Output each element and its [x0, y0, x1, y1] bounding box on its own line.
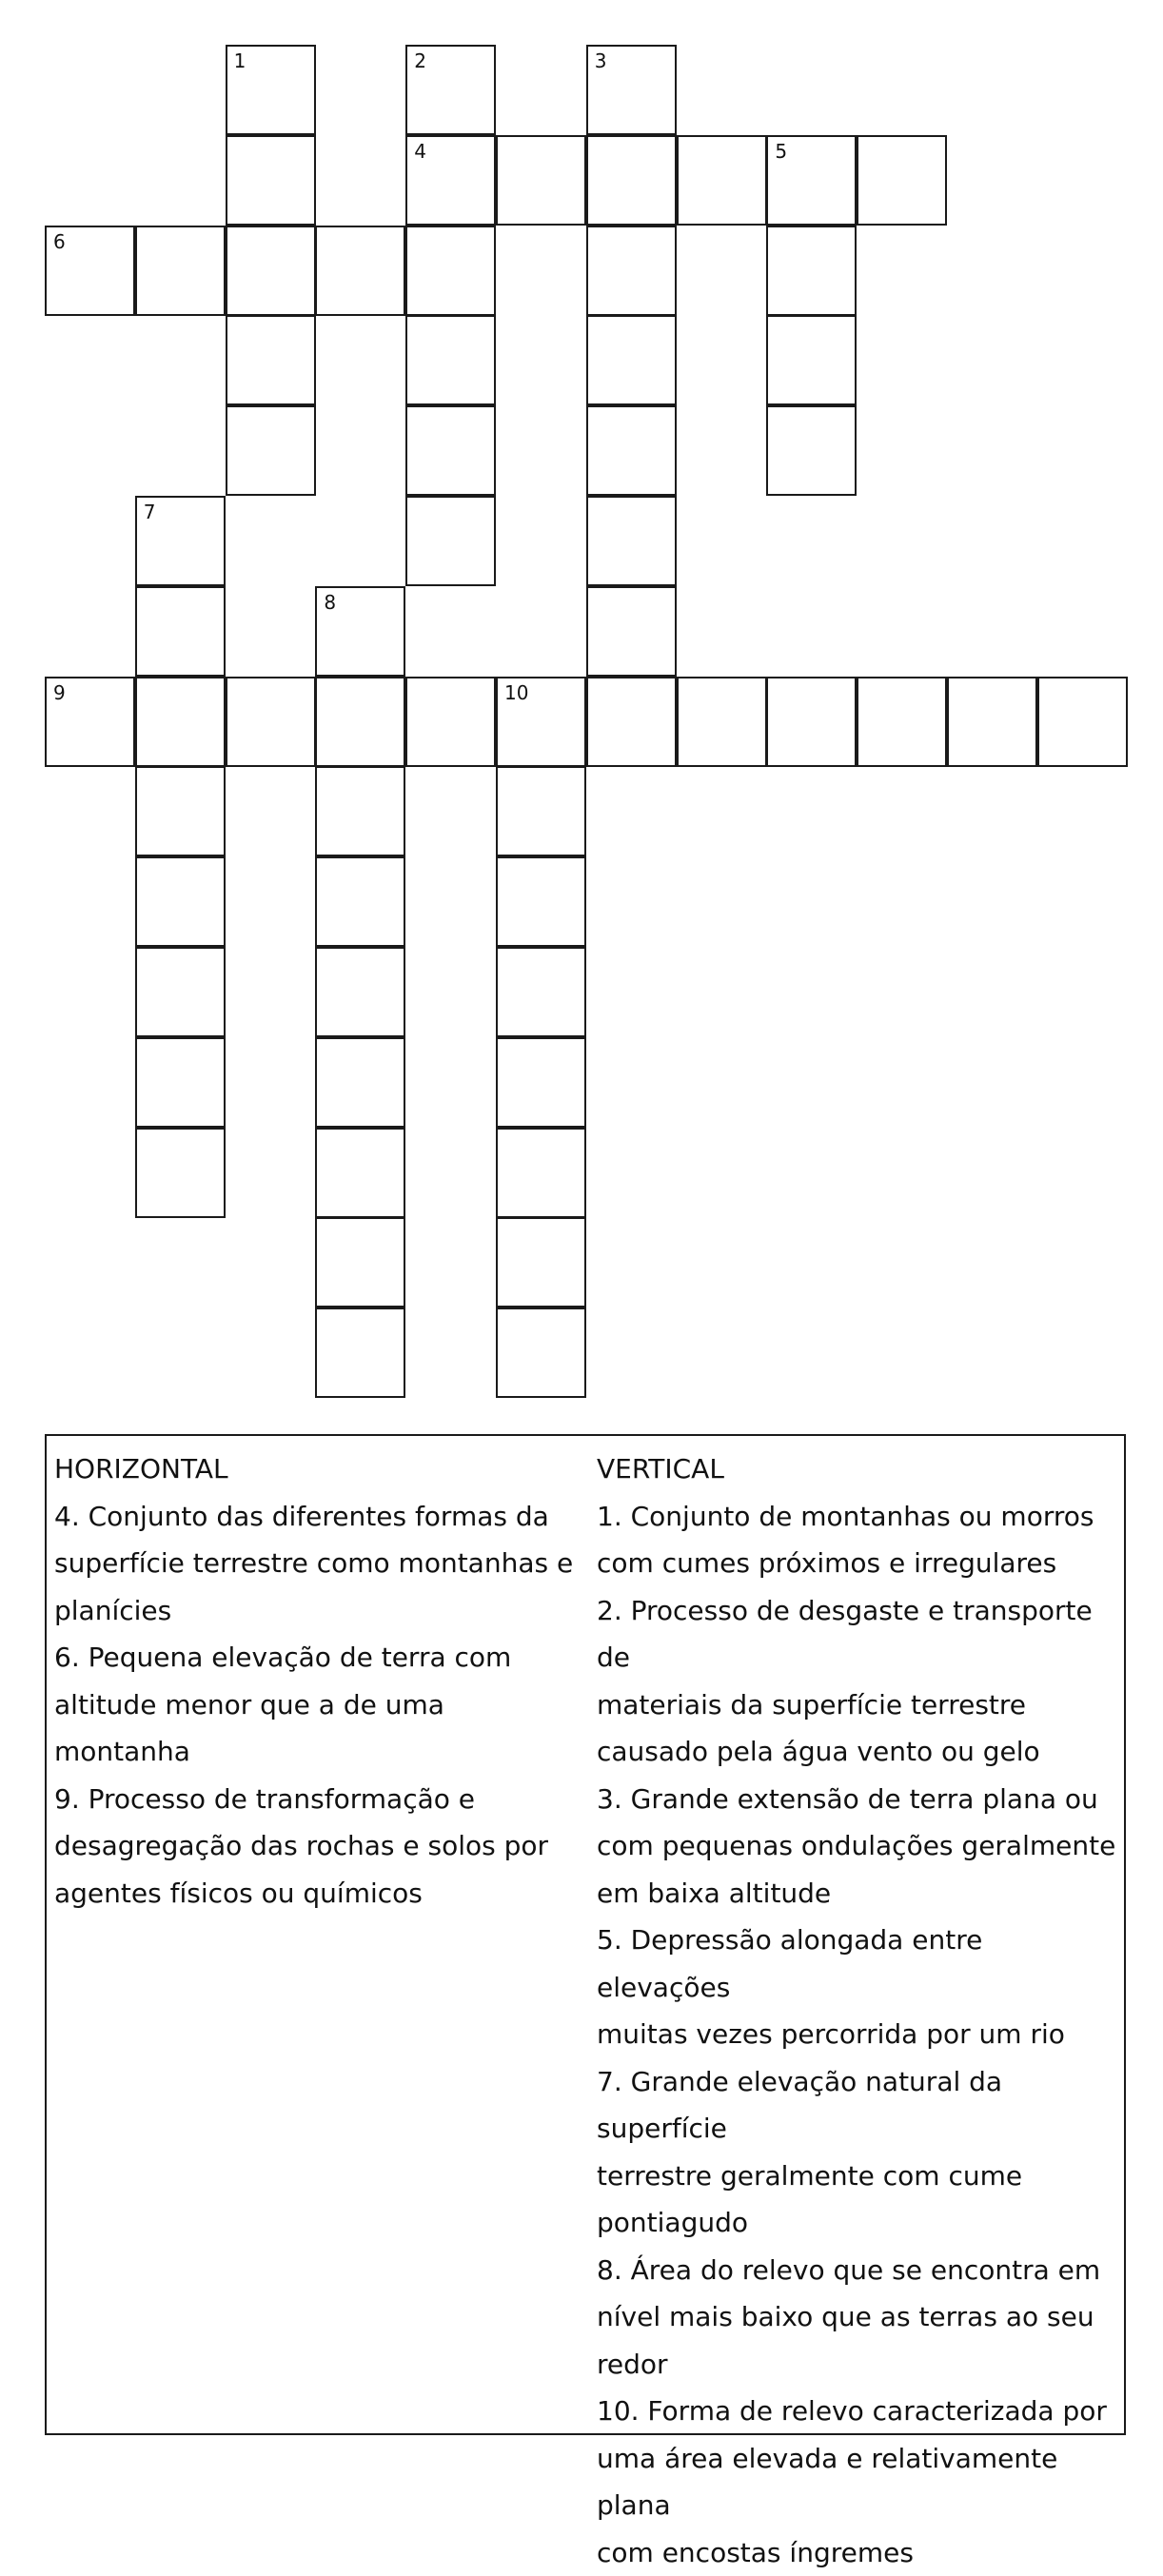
horizontal-clue-line: agentes físicos ou químicos — [54, 1870, 587, 1917]
crossword-cell[interactable] — [857, 677, 947, 767]
vertical-clue-line: 8. Área do relevo que se encontra em — [597, 2247, 1122, 2294]
crossword-cell[interactable] — [315, 947, 405, 1037]
vertical-heading: VERTICAL — [597, 1445, 1122, 1493]
crossword-cell[interactable] — [496, 677, 586, 767]
crossword-cell[interactable] — [586, 45, 677, 135]
crossword-cell[interactable] — [766, 226, 857, 316]
vertical-clue-line: 7. Grande elevação natural da superfície — [597, 2058, 1122, 2153]
crossword-cell[interactable] — [315, 226, 405, 316]
crossword-cell[interactable] — [947, 677, 1037, 767]
cell-number: 7 — [144, 501, 156, 522]
crossword-cell[interactable] — [586, 135, 677, 226]
horizontal-heading: HORIZONTAL — [54, 1445, 587, 1493]
crossword-cell[interactable] — [586, 405, 677, 496]
vertical-clue-line: com cumes próximos e irregulares — [597, 1540, 1122, 1587]
vertical-clue-line: 3. Grande extensão de terra plana ou — [597, 1776, 1122, 1823]
crossword-cell[interactable] — [315, 1037, 405, 1128]
crossword-cell[interactable] — [135, 496, 226, 586]
crossword-cell[interactable] — [135, 766, 226, 856]
crossword-cell[interactable] — [496, 135, 586, 226]
crossword-cell[interactable] — [766, 135, 857, 226]
crossword-cell[interactable] — [766, 677, 857, 767]
crossword-cell[interactable] — [586, 496, 677, 586]
cell-number: 5 — [775, 141, 787, 162]
crossword-cell[interactable] — [315, 766, 405, 856]
crossword-cell[interactable] — [135, 226, 226, 316]
crossword-cell[interactable] — [766, 405, 857, 496]
crossword-cell[interactable] — [586, 677, 677, 767]
vertical-clue-line: causado pela água vento ou gelo — [597, 1728, 1122, 1776]
crossword-cell[interactable] — [226, 405, 316, 496]
horizontal-clue-line: 4. Conjunto das diferentes formas da — [54, 1493, 587, 1541]
crossword-cell[interactable] — [586, 586, 677, 677]
crossword-cell[interactable] — [405, 135, 496, 226]
crossword-cell[interactable] — [677, 677, 767, 767]
cell-number: 9 — [53, 682, 66, 703]
crossword-cell[interactable] — [1037, 677, 1128, 767]
cell-number: 1 — [234, 50, 246, 71]
crossword-cell[interactable] — [135, 586, 226, 677]
crossword-cell[interactable] — [496, 766, 586, 856]
crossword-cell[interactable] — [135, 1037, 226, 1128]
vertical-clue-line: pontiagudo — [597, 2199, 1122, 2247]
crossword-cell[interactable] — [135, 947, 226, 1037]
crossword-cell[interactable] — [405, 496, 496, 586]
cell-number: 10 — [504, 682, 528, 703]
crossword-cell[interactable] — [45, 677, 135, 767]
crossword-cell[interactable] — [496, 856, 586, 947]
vertical-clue-line: com encostas íngremes — [597, 2529, 1122, 2576]
crossword-cell[interactable] — [405, 677, 496, 767]
crossword-cell[interactable] — [226, 45, 316, 135]
vertical-clue-line: com pequenas ondulações geralmente — [597, 1822, 1122, 1870]
horizontal-clue-line: altitude menor que a de uma montanha — [54, 1681, 587, 1776]
crossword-cell[interactable] — [496, 1308, 586, 1398]
crossword-cell[interactable] — [496, 1037, 586, 1128]
vertical-clue-line: materiais da superfície terrestre — [597, 1681, 1122, 1729]
horizontal-clue-line: 9. Processo de transformação e — [54, 1776, 587, 1823]
crossword-cell[interactable] — [405, 226, 496, 316]
cell-number: 4 — [414, 141, 426, 162]
vertical-clue-line: 10. Forma de relevo caracterizada por — [597, 2388, 1122, 2435]
crossword-cell[interactable] — [226, 135, 316, 226]
cell-number: 8 — [324, 592, 336, 613]
crossword-cell[interactable] — [135, 677, 226, 767]
crossword-cell[interactable] — [315, 1308, 405, 1398]
clues-box — [45, 1434, 1126, 2435]
crossword-cell[interactable] — [226, 677, 316, 767]
cell-number: 3 — [595, 50, 607, 71]
crossword-cell[interactable] — [405, 315, 496, 405]
horizontal-clue-line: planícies — [54, 1587, 587, 1635]
crossword-cell[interactable] — [315, 677, 405, 767]
crossword-cell[interactable] — [857, 135, 947, 226]
crossword-cell[interactable] — [315, 586, 405, 677]
crossword-cell[interactable] — [677, 135, 767, 226]
vertical-clue-line: redor — [597, 2341, 1122, 2389]
vertical-clue-line: 2. Processo de desgaste e transporte de — [597, 1587, 1122, 1681]
crossword-cell[interactable] — [45, 226, 135, 316]
crossword-cell[interactable] — [315, 1128, 405, 1218]
vertical-clue-line: uma área elevada e relativamente plana — [597, 2435, 1122, 2529]
crossword-cell[interactable] — [496, 1128, 586, 1218]
crossword-cell[interactable] — [586, 315, 677, 405]
vertical-clue-line: em baixa altitude — [597, 1870, 1122, 1917]
crossword-cell[interactable] — [135, 1128, 226, 1218]
vertical-clues — [597, 1445, 1122, 2576]
crossword-cell[interactable] — [496, 1217, 586, 1308]
crossword-cell[interactable] — [586, 226, 677, 316]
crossword-cell[interactable] — [405, 45, 496, 135]
vertical-clue-line: 1. Conjunto de montanhas ou morros — [597, 1493, 1122, 1541]
crossword-cell[interactable] — [496, 947, 586, 1037]
crossword-cell[interactable] — [315, 1217, 405, 1308]
horizontal-clues — [54, 1445, 587, 1917]
cell-number: 6 — [53, 231, 66, 252]
crossword-cell[interactable] — [405, 405, 496, 496]
vertical-clue-line: terrestre geralmente com cume — [597, 2153, 1122, 2200]
cell-number: 2 — [414, 50, 426, 71]
crossword-cell[interactable] — [315, 856, 405, 947]
crossword-cell[interactable] — [766, 315, 857, 405]
vertical-clue-line: nível mais baixo que as terras ao seu — [597, 2293, 1122, 2341]
horizontal-clue-line: 6. Pequena elevação de terra com — [54, 1634, 587, 1681]
crossword-cell[interactable] — [226, 226, 316, 316]
vertical-clue-line: muitas vezes percorrida por um rio — [597, 2011, 1122, 2058]
horizontal-clue-line: superfície terrestre como montanhas e — [54, 1540, 587, 1587]
vertical-clue-line: 5. Depressão alongada entre elevações — [597, 1917, 1122, 2011]
crossword-cell[interactable] — [226, 315, 316, 405]
crossword-cell[interactable] — [135, 856, 226, 947]
horizontal-clue-line: desagregação das rochas e solos por — [54, 1822, 587, 1870]
